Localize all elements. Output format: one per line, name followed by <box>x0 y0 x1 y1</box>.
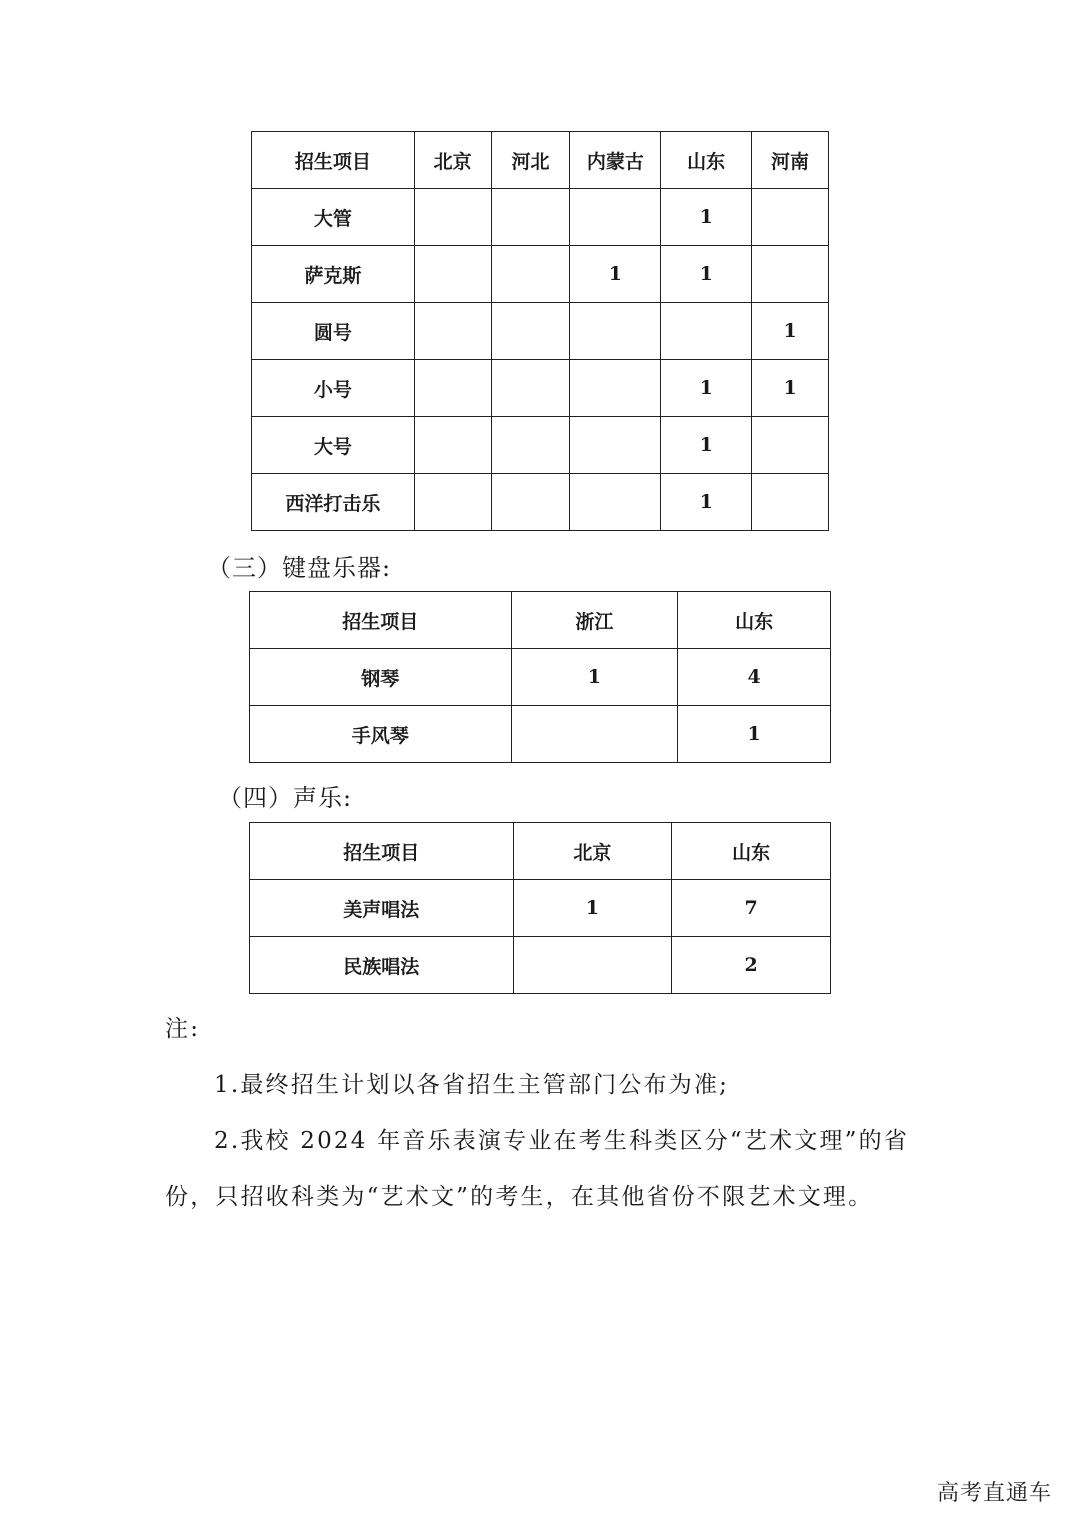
header-cell: 浙江 <box>511 592 678 649</box>
table-cell <box>491 189 570 246</box>
keyboard-enrollment-table <box>249 591 831 763</box>
table-cell: 1 <box>511 649 678 706</box>
header-cell: 招生项目 <box>252 132 415 189</box>
table-row <box>252 246 829 303</box>
header-cell: 山东 <box>661 132 752 189</box>
table-row <box>250 880 831 937</box>
table-cell <box>752 474 829 531</box>
table-header-row <box>252 132 829 189</box>
table-cell: 小号 <box>252 360 415 417</box>
table-cell <box>414 303 491 360</box>
table-cell: 美声唱法 <box>250 880 514 937</box>
vocal-enrollment-table <box>249 822 831 994</box>
table-cell: 钢琴 <box>250 649 512 706</box>
table-cell: 1 <box>661 246 752 303</box>
watermark-text: 高考直通车 <box>936 1481 1052 1506</box>
table-cell: 7 <box>672 880 831 937</box>
table-row <box>250 937 831 994</box>
table-cell <box>570 189 661 246</box>
table-cell <box>491 360 570 417</box>
table-cell <box>570 474 661 531</box>
table-cell <box>570 417 661 474</box>
header-cell: 河南 <box>752 132 829 189</box>
table-row <box>250 649 831 706</box>
table-cell: 1 <box>752 360 829 417</box>
table-cell <box>491 474 570 531</box>
vocal-section-heading: （四）声乐: <box>218 784 353 812</box>
table-cell: 圆号 <box>252 303 415 360</box>
table-row <box>252 303 829 360</box>
table-cell <box>491 303 570 360</box>
table-cell <box>414 417 491 474</box>
table-cell: 1 <box>513 880 672 937</box>
table-cell <box>570 303 661 360</box>
table-cell <box>414 189 491 246</box>
table-cell <box>491 246 570 303</box>
brass-enrollment-table <box>251 131 829 531</box>
notes-label: 注: <box>165 1016 201 1042</box>
table-cell: 2 <box>672 937 831 994</box>
keyboard-section-heading: （三）键盘乐器: <box>207 554 392 582</box>
table-cell <box>414 474 491 531</box>
table-cell: 民族唱法 <box>250 937 514 994</box>
header-cell: 北京 <box>414 132 491 189</box>
table-cell <box>752 246 829 303</box>
table-cell <box>570 360 661 417</box>
table-cell: 1 <box>678 706 831 763</box>
table-row <box>250 706 831 763</box>
table-cell <box>513 937 672 994</box>
table-cell: 手风琴 <box>250 706 512 763</box>
table-row <box>252 360 829 417</box>
note-item-2-line-2: 份，只招收科类为“艺术文”的考生，在其他省份不限艺术文理。 <box>165 1184 874 1210</box>
table-cell <box>661 303 752 360</box>
note-item-1: 1.最终招生计划以各省招生主管部门公布为准; <box>214 1072 730 1098</box>
table-cell <box>491 417 570 474</box>
header-cell: 山东 <box>672 823 831 880</box>
table-cell <box>752 189 829 246</box>
table-cell: 萨克斯 <box>252 246 415 303</box>
table-cell: 4 <box>678 649 831 706</box>
table-row <box>252 189 829 246</box>
table-row <box>252 474 829 531</box>
table-header-row <box>250 592 831 649</box>
table-header-row <box>250 823 831 880</box>
header-cell: 内蒙古 <box>570 132 661 189</box>
table-cell: 大管 <box>252 189 415 246</box>
header-cell: 招生项目 <box>250 823 514 880</box>
header-cell: 北京 <box>513 823 672 880</box>
table-cell <box>414 246 491 303</box>
table-cell <box>511 706 678 763</box>
header-cell: 山东 <box>678 592 831 649</box>
table-cell: 大号 <box>252 417 415 474</box>
header-cell: 招生项目 <box>250 592 512 649</box>
table-cell: 1 <box>661 360 752 417</box>
header-cell: 河北 <box>491 132 570 189</box>
table-cell: 1 <box>752 303 829 360</box>
table-cell: 1 <box>570 246 661 303</box>
table-cell <box>414 360 491 417</box>
table-row <box>252 417 829 474</box>
table-cell: 西洋打击乐 <box>252 474 415 531</box>
table-cell <box>752 417 829 474</box>
table-cell: 1 <box>661 189 752 246</box>
table-cell: 1 <box>661 417 752 474</box>
table-cell: 1 <box>661 474 752 531</box>
note-item-2-line-1: 2.我校 2024 年音乐表演专业在考生科类区分“艺术文理”的省 <box>214 1128 910 1154</box>
